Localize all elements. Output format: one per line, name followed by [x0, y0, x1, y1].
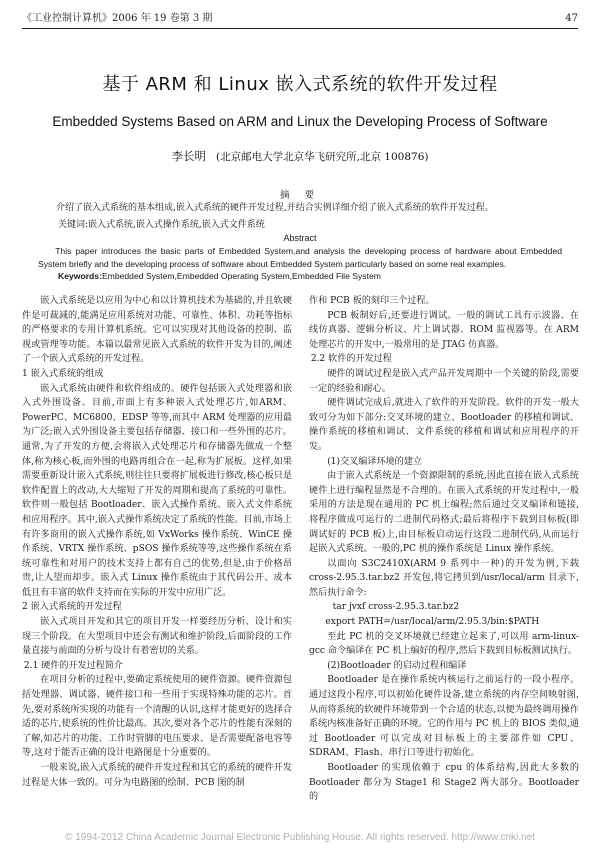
- right-column: [309, 294, 579, 834]
- author-line: [0, 148, 600, 164]
- keywords-cn: 关键词:嵌入式系统,嵌入式操作系统,嵌入式文件系统: [58, 220, 265, 230]
- body-paragraph: 嵌入式项目开发和其它的项目开发一样要经历分析、设计和实现三个阶段。在大型项目中还会有测试和维护阶段,后面阶段的工作量直接与前面的分析与设计有着密切的关系。: [22, 617, 292, 657]
- journal-info: 《工业控制计算机》2006 年 19 卷第 3 期: [22, 13, 213, 24]
- code-line: export PATH=/usr/local/arm/2.95.3/bin:$PATH: [325, 617, 540, 628]
- abstract-en-text: This paper introduces the basic parts of Embedded System,and analysis the developing process of hardware about Embedded System briefly and the developing process of software about Embedded System particularly based on some real examples.: [38, 246, 562, 269]
- body-paragraph: 一般来说,嵌入式系统的硬件开发过程和其它的系统的硬件开发过程是大体一致的。可分为电路图的绘制、PCB 图的制: [22, 763, 292, 788]
- abstract-cn-heading: 摘 要: [279, 190, 321, 201]
- paper-title-en: Embedded Systems Based on ARM and Linux the Developing Process of Software: [52, 114, 548, 129]
- subsection-heading: 2.2 软件的开发过程: [310, 354, 392, 365]
- keywords-en: [58, 270, 381, 282]
- subsection-heading: 2.1 硬件的开发过程简介: [23, 660, 124, 671]
- body-paragraph: Bootloader 是在操作系统内核运行之前运行的一段小程序。通过这段小程序,可以初始化硬件设备,建立系统的内存空间映射图,从而将系统的软硬件环境带到一个合适的状态,以便为最终调用操作系统内核准备好正确的环境。它的作用与 PC 机上的 BIOS 类似,通过 Bootloader 可以完成对目标板上的主要部件如 CPU、SDRAM、Flash、串行口等进行初始化。: [309, 675, 579, 759]
- item-heading: (1)交叉编译环境的建立: [327, 456, 422, 467]
- running-header: [22, 10, 578, 29]
- body-paragraph: 硬件的调试过程是嵌入式产品开发周期中一个关键的阶段,需要一定的经验和耐心。: [309, 368, 579, 394]
- keywords-en-label: Keywords:: [58, 271, 102, 281]
- page-number: 47: [565, 13, 578, 24]
- body-paragraph: PCB 板制好后,还要进行调试。一般的调试工具有示波器、在线仿真器、逻辑分析议、片上调试器、ROM 监视器等。在 ARM 处理芯片的开发中,一般常用的是 JTAG 仿真器。: [309, 310, 579, 350]
- body-paragraph-continued: 作和 PCB 板的刻印三个过程。: [309, 296, 435, 306]
- item-heading: (2)Bootloader 的启动过程和编译: [327, 660, 467, 671]
- author-affiliation: (北京邮电大学北京华飞研究所,北京 100876): [216, 151, 429, 163]
- copyright-watermark: © 1994-2012 China Academic Journal Electronic Publishing House. All rights reserved. http://www.cnki.net: [65, 832, 535, 843]
- body-paragraph: 嵌入式系统由硬件和软件组成的。硬件包括嵌入式处理器和嵌入式外围设备。目前,市面上有多种嵌入式处理芯片,如ARM、PowerPC、MC6800、EDSP 等等,而其中 ARM 处理器的应用最为广泛;嵌入式外围设备主要包括存储器、接口和一些外围的芯片。通常,为了开发的方便,会将嵌入式处理芯片和存储器先做成一个整体,称为核心板,而外围的电路再组合在一起,称为扩展板。这样,如果需要重新设计嵌入式系统,则往往只要将扩展板进行修改,核心板只是软件配置上的改动,大大缩短了开发的周期和提高了系统的可靠性。软件则一般包括 Bootloader、嵌入式操作系统、嵌入式文件系统和应用程序。其中,嵌入式操作系统决定了系统的性能。目前,市场上有许多商用的嵌入式操作系统,如 VxWorks 操作系统、WinCE 操作系统、VRTX 操作系统、pSOS 操作系统等等,这些操作系统在系统可靠性和对用户的技术支持上都有自己的优势,但是,由于价格昂贵,让人望而却步。嵌入式 Linux 操作系统由于其代码公开、成本低且有丰富的软件支持而在实际的开发中应用广泛。: [22, 383, 292, 598]
- section-heading: 1 嵌入式系统的组成: [22, 368, 104, 379]
- left-column: [22, 294, 292, 834]
- body-paragraph: 嵌入式系统是以应用为中心和以计算机技术为基础的,并且软硬件是可裁减的,能满足应用系统对功能、可靠性、体积、功耗等指标的严格要求的专用计算机系统。它可以实现对其他设备的控制、监视或管理等功能。本篇以最常见嵌入式系统的软件开发为目的,阐述了一个嵌入式系统的开发过程。: [22, 296, 292, 365]
- abstract-en-heading: Abstract: [283, 233, 317, 243]
- author-name: 李长明: [171, 149, 207, 163]
- keywords-en-text: Embedded System,Embedded Operating System,Embedded File System: [101, 271, 381, 281]
- body-paragraph: 以面向 S3C2410X(ARM 9 系列中一种)的开发为例,下载 cross-2.95.3.tar.bz2 开发包,将它拷贝到/usr/local/arm 目录下,然后执行命令:: [309, 558, 579, 598]
- body-paragraph: 在项目分析的过程中,要确定系统使用的硬件资源。硬件资源包括处理器、调试器、硬件接口和一些用于实现特殊功能的芯片。首先,要对系统所实现的功能有一个清醒的认识,这样才能更好的选择合适的芯片,使系统的性价比最高。其次,要对各个芯片的性能有深刻的了解,如芯片的功能、工作时管脚的电压要求、是否需要配备电容等等,这对于能否正确的设计电路图是十分重要的。: [22, 675, 292, 759]
- body-paragraph: 至此 PC 机的交叉环境就已经建立起来了,可以用 arm-linux-gcc 命令编译在 PC 机上编好的程序,然后下载到目标板测试执行。: [309, 631, 579, 657]
- body-paragraph: 硬件调试完成后,就进入了软件的开发阶段。软件的开发一般大致可分为如下部分:交叉环境的建立、Bootloader 的移植和调试、操作系统的移植和调试、文件系统的移植和调试和应用程序的开发。: [309, 398, 579, 452]
- body-paragraph: 由于嵌入式系统是一个资源限制的系统,因此直接在嵌入式系统硬件上进行编程显然是不合理的。在嵌入式系统的开发过程中,一般采用的方法是现在通用的 PC 机上编程;然后通过交叉编译和链接,将程序做成可运行的二进制代码格式;最后将程序下载到目标板(即调试好的 PCB 板)上,由目标板启动运行这段二进制代码,从而运行起嵌入式系统。一般的,PC 机的操作系统是 Linux 操作系统。: [309, 471, 579, 555]
- section-heading: 2 嵌入式系统的开发过程: [22, 602, 122, 613]
- abstract-cn-text: 介绍了嵌入式系统的基本组成,嵌入式系统的硬件开发过程,并结合实例详细介绍了嵌入式系统的软件开发过程。: [56, 203, 494, 213]
- body-paragraph: Bootloader 的实现依赖于 cpu 的体系结构,因此大多数的 Bootloader 都分为 Stage1 和 Stage2 两大部分。Bootloader 的: [309, 763, 579, 803]
- code-line: tar jvxf cross-2.95.3.tar.bz2: [332, 602, 460, 613]
- paper-title-cn: 基于 ARM 和 Linux 嵌入式系统的软件开发过程: [102, 74, 498, 95]
